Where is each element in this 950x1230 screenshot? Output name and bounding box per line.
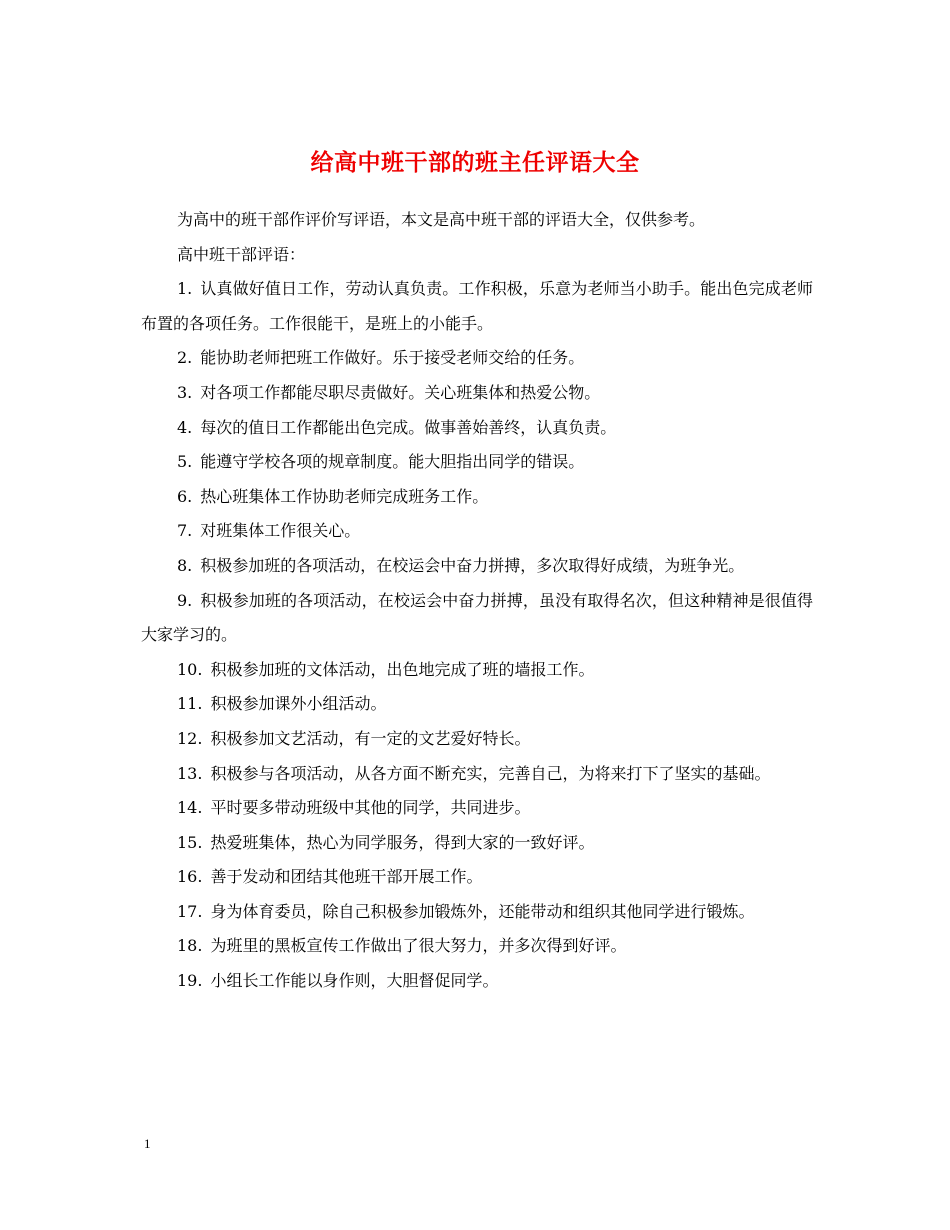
comment-number: 8. (177, 555, 193, 575)
comment-text: 对班集体工作很关心。 (200, 521, 361, 541)
comment-item (141, 411, 813, 446)
comment-text: 热爱班集体，热心为同学服务，得到大家的一致好评。 (210, 832, 595, 852)
comment-number: 11. (177, 694, 203, 714)
comment-number: 16. (177, 867, 203, 887)
comment-item (141, 445, 813, 480)
comment-item (141, 376, 813, 411)
comment-number: 15. (177, 832, 203, 852)
comment-item (141, 480, 813, 515)
comment-item (141, 687, 813, 722)
comment-number: 5. (177, 452, 193, 472)
comment-text: 积极参加文艺活动，有一定的文艺爱好特长。 (210, 728, 531, 748)
comment-item (141, 826, 813, 861)
comment-text: 能遵守学校各项的规章制度。能大胆指出同学的错误。 (200, 452, 585, 472)
comment-item (141, 929, 813, 964)
comment-number: 10. (177, 659, 203, 679)
comment-item (141, 860, 813, 895)
comment-number: 13. (177, 763, 203, 783)
comment-item (141, 895, 813, 930)
comment-text: 身为体育委员，除自己积极参加锻炼外，还能带动和组织其他同学进行锻炼。 (210, 901, 755, 921)
document-title: 给高中班干部的班主任评语大全 (310, 150, 640, 177)
comment-text: 热心班集体工作协助老师完成班务工作。 (200, 486, 489, 506)
comment-text: 积极参加班的各项活动，在校运会中奋力拼搏，多次取得好成绩，为班争光。 (200, 555, 745, 575)
comment-text: 小组长工作能以身作则，大胆督促同学。 (210, 971, 499, 991)
document-body (141, 203, 813, 999)
comment-text: 认真做好值日工作，劳动认真负责。工作积极，乐意为老师当小助手。能出色完成老师布置的各项任务。工作很能干，是班上的小能手。 (141, 279, 813, 333)
comment-text: 每次的值日工作都能出色完成。做事善始善终，认真负责。 (200, 417, 617, 437)
comment-number: 17. (177, 901, 203, 921)
comment-number: 3. (177, 382, 193, 402)
comment-number: 12. (177, 728, 203, 748)
comment-item (141, 653, 813, 688)
comment-text: 积极参加课外小组活动。 (210, 694, 387, 714)
comment-number: 9. (177, 590, 193, 610)
comment-item (141, 722, 813, 757)
comment-number: 14. (177, 798, 203, 818)
comment-number: 2. (177, 348, 193, 368)
comment-item (141, 514, 813, 549)
comment-text: 能协助老师把班工作做好。乐于接受老师交给的任务。 (200, 348, 585, 368)
comment-number: 7. (177, 521, 193, 541)
comment-number: 19. (177, 971, 203, 991)
comment-number: 1. (177, 279, 193, 299)
subheading: 高中班干部评语： (177, 244, 306, 264)
comment-item (141, 341, 813, 376)
comment-text: 善于发动和团结其他班干部开展工作。 (210, 867, 483, 887)
comment-text: 平时要多带动班级中其他的同学，共同进步。 (210, 798, 531, 818)
comment-number: 6. (177, 486, 193, 506)
comment-number: 4. (177, 417, 193, 437)
page-number: 1 (144, 1136, 151, 1151)
comment-item (141, 584, 813, 653)
comment-item (141, 791, 813, 826)
comment-item (141, 964, 813, 999)
comment-text: 对各项工作都能尽职尽责做好。关心班集体和热爱公物。 (200, 382, 601, 402)
comment-list (141, 272, 813, 998)
comment-number: 18. (177, 936, 203, 956)
comment-item (141, 272, 813, 341)
comment-item (141, 757, 813, 792)
comment-text: 积极参与各项活动，从各方面不断充实，完善自己，为将来打下了坚实的基础。 (210, 763, 771, 783)
comment-text: 积极参加班的文体活动，出色地完成了班的墙报工作。 (210, 659, 595, 679)
intro-paragraph: 为高中的班干部作评价写评语，本文是高中班干部的评语大全，仅供参考。 (177, 210, 706, 229)
comment-item (141, 549, 813, 584)
comment-text: 为班里的黑板宣传工作做出了很大努力，并多次得到好评。 (210, 936, 627, 956)
comment-text: 积极参加班的各项活动，在校运会中奋力拼搏，虽没有取得名次，但这种精神是很值得大家学习的。 (141, 590, 813, 645)
